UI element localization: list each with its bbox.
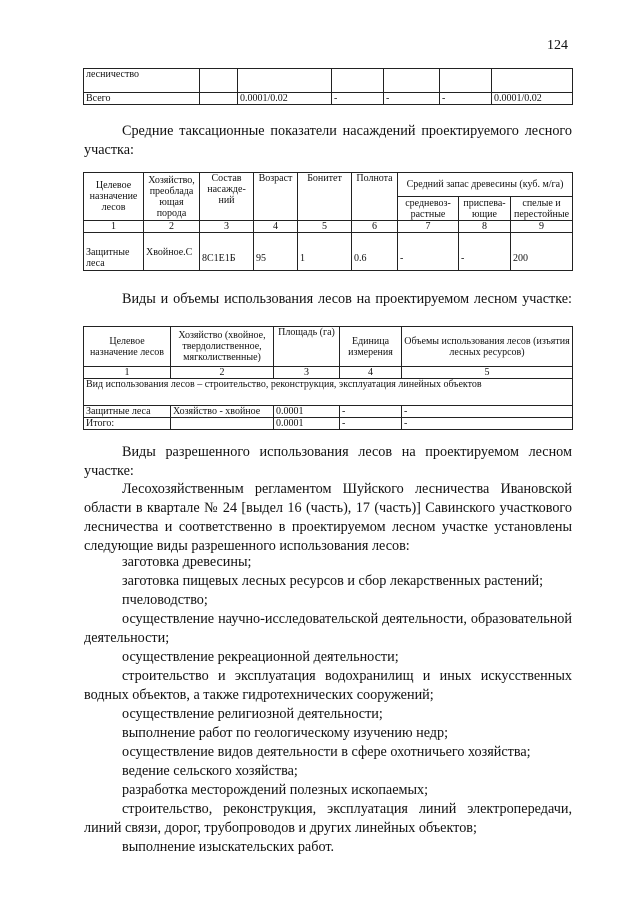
table-cell: - <box>384 93 440 105</box>
table-cell <box>332 69 384 93</box>
table-cell <box>492 69 573 93</box>
list-item: осуществление видов деятельности в сфере охотничьего хозяйства; <box>122 744 531 760</box>
list-item: осуществление религиозной деятельности; <box>122 706 383 722</box>
header-stock-ripening: приспева- ющие <box>459 197 511 221</box>
table-cell: - <box>340 406 402 418</box>
table-cell <box>200 69 238 93</box>
table-cell: - <box>332 93 384 105</box>
list-item: пчеловодство; <box>122 592 208 608</box>
table-row <box>84 406 573 418</box>
forest-use-table <box>83 326 573 430</box>
table-cell: Хозяйство - хвойное <box>171 406 274 418</box>
table-cell: 0.0001/0.02 <box>238 93 332 105</box>
taxation-table <box>83 172 573 271</box>
permitted-uses-list <box>84 553 572 857</box>
column-number-row <box>84 221 573 233</box>
header-stock: Средний запас древесины (куб. м/га) <box>398 173 573 197</box>
regulation-paragraph: Лесохозяйственным регламентом Шуйского лесничества Ивановской области в квартале № 24 [выдел 16 (часть), 17 (часть)] Савинского участкового лесничества и соответственно в проектируемом лесном участке установлены следующие виды разрешенного использования лесов: <box>84 481 572 554</box>
header-unit: Единица измерения <box>340 327 402 367</box>
header-age: Возраст <box>254 173 298 221</box>
table-header-row <box>84 173 573 197</box>
table-cell: - <box>398 233 459 271</box>
table-cell <box>238 69 332 93</box>
list-item: строительство и эксплуатация водохранилищ и иных искусственных водных объектов, а также гидротехнических сооружений; <box>84 668 572 703</box>
table-cell: 200 <box>511 233 573 271</box>
table-row <box>84 379 573 406</box>
list-item-text: осуществление научно-исследовательской деятельности, образовательной деятельности; <box>84 611 572 646</box>
column-number: 4 <box>340 367 402 379</box>
table-cell: - <box>402 418 573 430</box>
table-cell: Защитные леса <box>84 233 144 271</box>
table-cell <box>171 418 274 430</box>
column-number-row <box>84 367 573 379</box>
continuation-table <box>83 68 573 105</box>
table-row <box>84 93 573 105</box>
table-cell: Защитные леса <box>84 406 171 418</box>
column-number: 5 <box>402 367 573 379</box>
header-density: Полнота <box>352 173 398 221</box>
table-cell: 0.6 <box>352 233 398 271</box>
table-row <box>84 233 573 271</box>
table-header-row <box>84 327 573 367</box>
table-cell: - <box>340 418 402 430</box>
column-number: 8 <box>459 221 511 233</box>
table-cell: 95 <box>254 233 298 271</box>
column-number: 4 <box>254 221 298 233</box>
header-stock-mid: средневоз- растные <box>398 197 459 221</box>
table-cell <box>384 69 440 93</box>
table-row <box>84 69 573 93</box>
table-cell: 1 <box>298 233 352 271</box>
header-stock-mature: спелые и перестойные <box>511 197 573 221</box>
column-number: 2 <box>144 221 200 233</box>
use-type-cell: Вид использования лесов – строительство, реконструкция, эксплуатация линейных объектов <box>84 379 573 406</box>
column-number: 7 <box>398 221 459 233</box>
table-cell: лесничество <box>84 69 200 93</box>
header-farm: Хозяйство, преоблада ющая порода <box>144 173 200 221</box>
column-number: 5 <box>298 221 352 233</box>
header-purpose: Целевое назначение лесов <box>84 173 144 221</box>
table-cell: 0.0001 <box>274 406 340 418</box>
list-item: заготовка древесины; <box>122 554 252 570</box>
column-number: 6 <box>352 221 398 233</box>
table-row <box>84 418 573 430</box>
column-number: 3 <box>200 221 254 233</box>
list-item: выполнение изыскательских работ. <box>122 839 335 855</box>
column-number: 1 <box>84 367 171 379</box>
header-volume: Объемы использования лесов (изъятия лесных ресурсов) <box>402 327 573 367</box>
column-number: 3 <box>274 367 340 379</box>
header-composition: Состав насажде- ний <box>200 173 254 221</box>
list-item: строительство, реконструкция, эксплуатация линий электропередачи, линий связи, дорог, трубопроводов и других линейных объектов; <box>84 801 572 836</box>
list-item: разработка месторождений полезных ископаемых; <box>122 782 429 798</box>
list-item: выполнение работ по геологическому изучению недр; <box>122 725 449 741</box>
table-cell: 0.0001 <box>274 418 340 430</box>
table-cell: Хвойное.С <box>144 233 200 271</box>
table-cell: 0.0001/0.02 <box>492 93 573 105</box>
page-number: 124 <box>547 38 568 53</box>
list-item <box>84 610 572 648</box>
column-number: 1 <box>84 221 144 233</box>
table-cell: - <box>440 93 492 105</box>
header-area: Площадь (га) <box>274 327 340 367</box>
list-item: заготовка пищевых лесных ресурсов и сбор лекарственных растений; <box>122 573 544 589</box>
table-cell: Всего <box>84 93 200 105</box>
table-cell: - <box>459 233 511 271</box>
list-item: осуществление рекреационной деятельности; <box>122 649 399 665</box>
table-cell: - <box>402 406 573 418</box>
table-cell: Итого: <box>84 418 171 430</box>
header-bonitet: Бонитет <box>298 173 352 221</box>
table-cell: 8С1Е1Б <box>200 233 254 271</box>
heading-forest-use: Виды и объемы использования лесов на проектируемом лесном участке: <box>122 291 572 307</box>
column-number: 9 <box>511 221 573 233</box>
header-farm: Хозяйство (хвойное, твердолиственное, мягколиственные) <box>171 327 274 367</box>
heading-permitted-use: Виды разрешенного использования лесов на проектируемом лесном участке: <box>84 444 572 479</box>
heading-taxation: Средние таксационные показатели насаждений проектируемого лесного участка: <box>84 123 572 158</box>
list-item: ведение сельского хозяйства; <box>122 763 298 779</box>
header-purpose: Целевое назначение лесов <box>84 327 171 367</box>
table-cell <box>200 93 238 105</box>
column-number: 2 <box>171 367 274 379</box>
table-cell <box>440 69 492 93</box>
